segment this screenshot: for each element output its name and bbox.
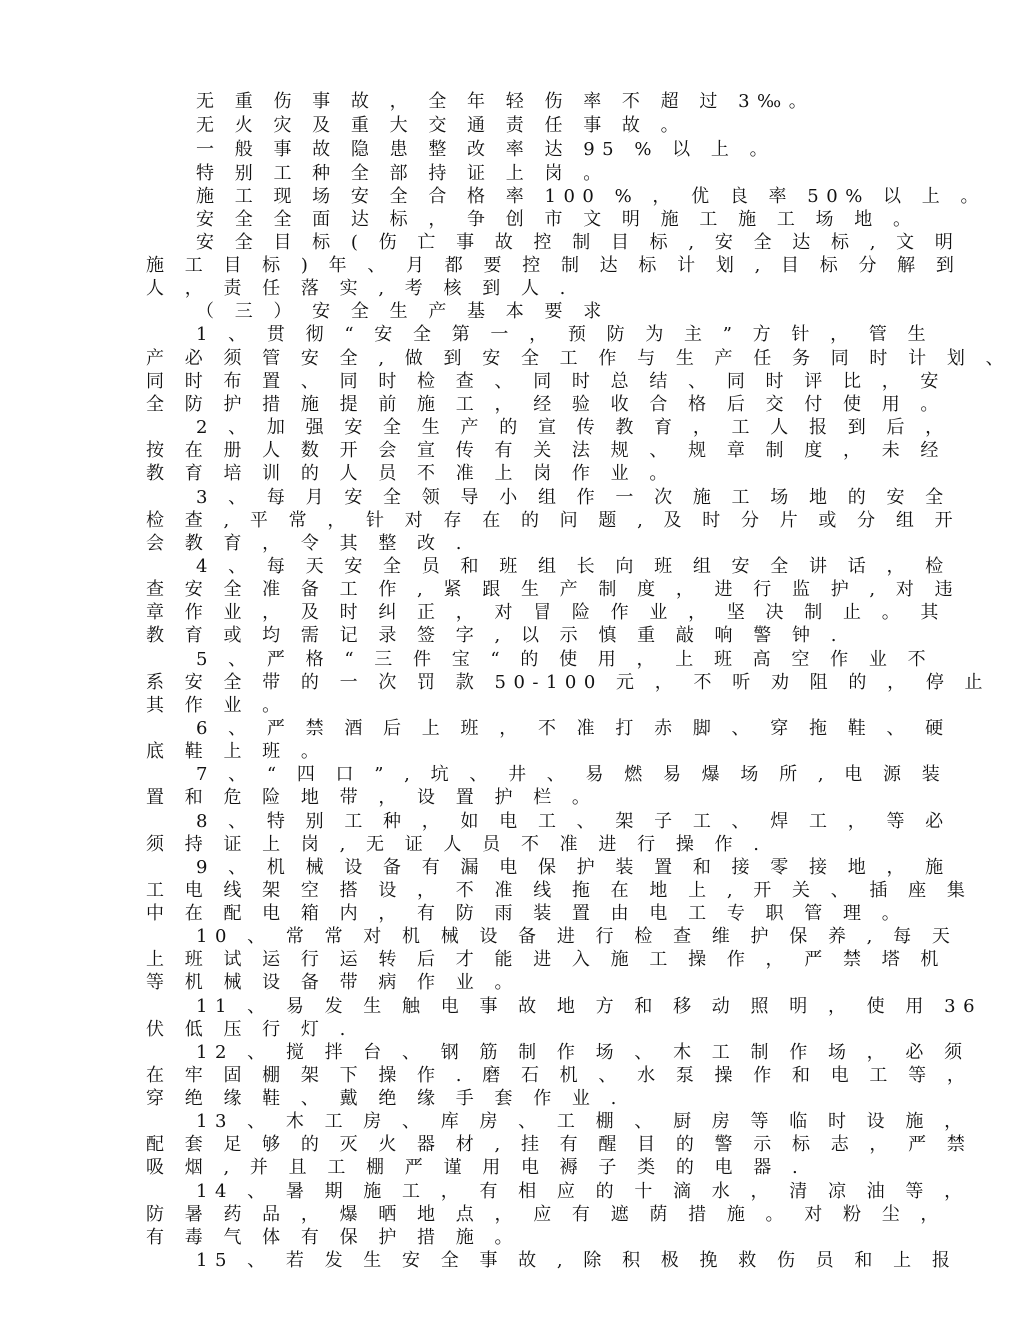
text-line: 1 、 贯 彻 “ 安 全 第 一 ， 预 防 为 主 ” 方 针 ， 管 生	[196, 324, 934, 345]
text-line: 章 作 业 ， 及 时 纠 正 ， 对 冒 险 作 业 ， 坚 决 制 止 。 其	[146, 602, 946, 623]
text-line: 5 、 严 格 “ 三 件 宝 “ 的 使 用 ， 上 班 高 空 作 业 不	[196, 649, 934, 670]
text-line: 8 、 特 别 工 种 ， 如 电 工 、 架 子 工 、 焊 工 ， 等 必	[196, 811, 951, 832]
text-line: 底 鞋 上 班 。	[146, 741, 327, 762]
text-line: 上 班 试 运 行 运 转 后 才 能 进 入 施 工 操 作 ， 严 禁 塔 机	[146, 949, 946, 970]
text-line: 安 全 目 标 ( 伤 亡 事 故 控 制 目 标 , 安 全 达 标 , 文 明	[196, 232, 961, 253]
text-line: 10 、 常 常 对 机 械 设 备 进 行 检 查 维 护 保 养 , 每 天	[196, 926, 958, 947]
text-line: 置 和 危 险 地 带 ， 设 置 护 栏 。	[146, 787, 598, 808]
text-line: 伏 低 压 行 灯 .	[146, 1019, 353, 1040]
text-line: 配 套 足 够 的 灭 火 器 材 , 挂 有 醒 目 的 警 示 标 志 ， 严 禁	[146, 1134, 973, 1155]
text-line: 防 暑 药 品 ， 爆 晒 地 点 ， 应 有 遮 荫 措 施 。 对 粉 尘 ，	[146, 1204, 946, 1225]
text-line: 产 必 须 管 安 全 , 做 到 安 全 工 作 与 生 产 任 务 同 时 计 划 、	[146, 348, 1011, 369]
text-line: 施 工 现 场 安 全 合 格 率 100 % ， 优 良 率 50% 以 上 。	[196, 186, 986, 207]
text-line: 人 ， 责 任 落 实 , 考 核 到 人 .	[146, 278, 573, 299]
text-line: 4 、 每 天 安 全 员 和 班 组 长 向 班 组 安 全 讲 话 ， 检	[196, 556, 951, 577]
text-line: 13 、 木 工 房 、 库 房 、 工 棚 、 厨 房 等 临 时 设 施 ，	[196, 1111, 970, 1132]
text-line: 施 工 目 标 ) 年 、 月 都 要 控 制 达 标 计 划 , 目 标 分 解 到	[146, 255, 962, 276]
text-line: 特 别 工 种 全 部 持 证 上 岗 。	[196, 163, 609, 184]
text-line: 12 、 搅 拌 台 、 钢 筋 制 作 场 、 木 工 制 作 场 ， 必 须	[196, 1042, 970, 1063]
text-line: 教 育 或 均 需 记 录 签 字 , 以 示 慎 重 敲 响 警 钟 .	[146, 625, 844, 646]
text-line: 在 牢 固 棚 架 下 操 作 . 磨 石 机 、 水 泵 操 作 和 电 工 等 ，	[146, 1065, 973, 1086]
text-line: 会 教 育 ， 令 其 整 改 .	[146, 533, 469, 554]
text-line: 中 在 配 电 箱 内 ， 有 防 雨 装 置 由 电 工 专 职 管 理 。	[146, 903, 908, 924]
text-line: 教 育 培 训 的 人 员 不 准 上 岗 作 业 。	[146, 463, 675, 484]
text-line: 11 、 易 发 生 触 电 事 故 地 方 和 移 动 照 明 ， 使 用 36	[196, 996, 983, 1017]
text-line: 无 重 伤 事 故 ， 全 年 轻 伤 率 不 超 过 3‰。	[196, 91, 815, 112]
text-line: 一 般 事 故 隐 患 整 改 率 达 95 % 以 上 。	[196, 139, 776, 160]
text-line: 6 、 严 禁 酒 后 上 班 ， 不 准 打 赤 脚 、 穿 拖 鞋 、 硬	[196, 718, 951, 739]
text-line: 全 防 护 措 施 提 前 施 工 ， 经 验 收 合 格 后 交 付 使 用 。	[146, 394, 946, 415]
section-heading: （ 三 ） 安 全 生 产 基 本 要 求	[196, 301, 609, 322]
text-line: 系 安 全 带 的 一 次 罚 款 50-100 元 ， 不 听 劝 阻 的 ， 停 止	[146, 672, 991, 693]
text-line: 14 、 暑 期 施 工 ， 有 相 应 的 十 滴 水 ， 清 凉 油 等 ，	[196, 1181, 970, 1202]
text-line: 等 机 械 设 备 带 病 作 业 。	[146, 972, 520, 993]
text-line: 安 全 全 面 达 标 ， 争 创 市 文 明 施 工 施 工 场 地 。	[196, 209, 919, 230]
text-line: 查 安 全 准 备 工 作 , 紧 跟 生 产 制 度 ， 进 行 监 护 , 对 违	[146, 579, 961, 600]
text-line: 工 电 线 架 空 搭 设 ， 不 准 线 拖 在 地 上 , 开 关 、 插 座 集	[146, 880, 973, 901]
text-line: 穿 绝 缘 鞋 、 戴 绝 缘 手 套 作 业 .	[146, 1088, 624, 1109]
text-line: 无 火 灾 及 重 大 交 通 责 任 事 故 。	[196, 115, 687, 136]
text-line: 其 作 业 。	[146, 695, 288, 716]
text-line: 15 、 若 发 生 安 全 事 故 , 除 积 极 挽 救 伤 员 和 上 报	[196, 1250, 958, 1271]
text-line: 同 时 布 置 、 同 时 检 查 、 同 时 总 结 、 同 时 评 比 ， 安	[146, 371, 946, 392]
text-line: 检 查 , 平 常 ， 针 对 存 在 的 问 题 , 及 时 分 片 或 分 组 开	[146, 510, 961, 531]
text-line: 须 持 证 上 岗 , 无 证 人 员 不 准 进 行 操 作 .	[146, 834, 767, 855]
text-line: 7 、 “ 四 口 ” , 坑 、 井 、 易 燃 易 爆 场 所 , 电 源 装	[196, 764, 948, 785]
text-line: 2 、 加 强 安 全 生 产 的 宣 传 教 育 ， 工 人 报 到 后 ，	[196, 417, 951, 438]
text-line: 有 毒 气 体 有 保 护 措 施 。	[146, 1227, 520, 1248]
text-line: 3 、 每 月 安 全 领 导 小 组 作 一 次 施 工 场 地 的 安 全	[196, 487, 951, 508]
text-line: 吸 烟 , 并 且 工 棚 严 谨 用 电 褥 子 类 的 电 器 .	[146, 1157, 806, 1178]
text-line: 按 在 册 人 数 开 会 宣 传 有 关 法 规 、 规 章 制 度 ， 未 经	[146, 440, 946, 461]
text-line: 9 、 机 械 设 备 有 漏 电 保 护 装 置 和 接 零 接 地 ， 施	[196, 857, 951, 878]
